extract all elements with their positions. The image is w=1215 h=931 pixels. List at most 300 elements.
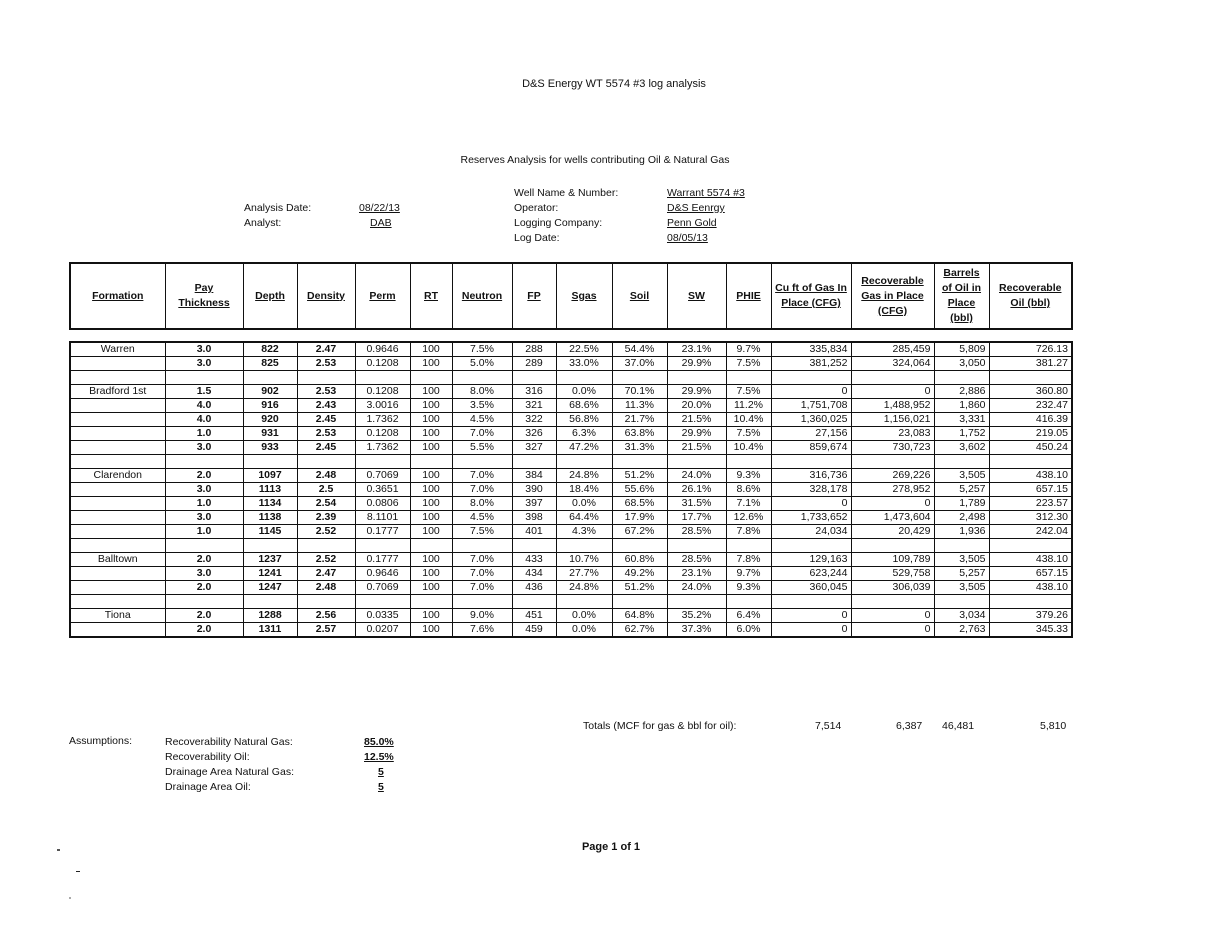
table-cell: 7.5% <box>726 385 771 399</box>
table-cell <box>851 595 934 609</box>
table-cell: 0.3651 <box>355 483 410 497</box>
col-soil: Soil <box>612 263 667 329</box>
table-cell: 10.7% <box>556 553 612 567</box>
log-date-value: 08/05/13 <box>667 232 708 244</box>
table-cell: 7.0% <box>452 483 512 497</box>
table-cell: 360,045 <box>771 581 851 595</box>
table-cell: 5.5% <box>452 441 512 455</box>
column-header-table <box>69 262 1073 330</box>
table-cell: 335,834 <box>771 342 851 357</box>
table-cell: 7.0% <box>452 469 512 483</box>
table-cell <box>297 595 355 609</box>
table-cell: 17.9% <box>612 511 667 525</box>
table-cell: 7.0% <box>452 427 512 441</box>
table-cell: 3.0016 <box>355 399 410 413</box>
table-cell: 24.0% <box>667 469 726 483</box>
formation-cell: Bradford 1st <box>70 385 165 399</box>
table-cell: 316 <box>512 385 556 399</box>
table-cell: 2,886 <box>934 385 989 399</box>
table-cell: 438.10 <box>989 469 1072 483</box>
table-cell: 3,505 <box>934 469 989 483</box>
table-cell: 223.57 <box>989 497 1072 511</box>
table-cell: 2.0 <box>165 609 243 623</box>
table-cell <box>243 371 297 385</box>
table-cell: 3.0 <box>165 483 243 497</box>
formation-cell <box>70 455 165 469</box>
table-cell: 8.6% <box>726 483 771 497</box>
table-cell: 100 <box>410 567 452 581</box>
table-cell: 7.5% <box>726 357 771 371</box>
table-cell: 1,789 <box>934 497 989 511</box>
assumption-label: Recoverability Oil: <box>165 751 250 763</box>
table-cell: 438.10 <box>989 553 1072 567</box>
table-cell <box>934 595 989 609</box>
table-cell <box>667 371 726 385</box>
table-cell: 433 <box>512 553 556 567</box>
table-cell: 825 <box>243 357 297 371</box>
table-cell <box>452 371 512 385</box>
table-cell: 324,064 <box>851 357 934 371</box>
table-cell <box>165 455 243 469</box>
table-cell: 7.8% <box>726 553 771 567</box>
table-cell: 0 <box>771 609 851 623</box>
header-row <box>70 263 1072 329</box>
table-cell: 459 <box>512 623 556 638</box>
table-cell: 232.47 <box>989 399 1072 413</box>
table-cell: 0.9646 <box>355 567 410 581</box>
col-neutron: Neutron <box>452 263 512 329</box>
col-density: Density <box>297 263 355 329</box>
assumptions-heading: Assumptions: <box>69 735 133 747</box>
table-cell: 7.8% <box>726 525 771 539</box>
table-cell: 5,809 <box>934 342 989 357</box>
table-cell: 1138 <box>243 511 297 525</box>
table-cell: 1,156,021 <box>851 413 934 427</box>
table-cell: 8.0% <box>452 497 512 511</box>
table-cell <box>771 595 851 609</box>
assumption-label: Drainage Area Oil: <box>165 781 251 793</box>
table-row <box>70 623 1072 638</box>
table-cell: 22.5% <box>556 342 612 357</box>
table-cell: 450.24 <box>989 441 1072 455</box>
table-cell: 730,723 <box>851 441 934 455</box>
table-cell: 100 <box>410 385 452 399</box>
document-subtitle: Reserves Analysis for wells contributing Oil & Natural Gas <box>460 154 730 166</box>
table-cell: 21.5% <box>667 441 726 455</box>
table-cell: 312.30 <box>989 511 1072 525</box>
table-cell: 9.3% <box>726 469 771 483</box>
table-cell: 345.33 <box>989 623 1072 638</box>
table-cell: 7.0% <box>452 553 512 567</box>
table-cell: 3.0 <box>165 357 243 371</box>
analyst-value: DAB <box>370 217 392 229</box>
totals-label: Totals (MCF for gas & bbl for oil): <box>583 720 737 732</box>
table-cell: 100 <box>410 553 452 567</box>
table-cell: 1134 <box>243 497 297 511</box>
table-cell: 2.47 <box>297 342 355 357</box>
table-cell: 379.26 <box>989 609 1072 623</box>
table-cell <box>989 539 1072 553</box>
table-cell: 0.0% <box>556 609 612 623</box>
table-cell: 1113 <box>243 483 297 497</box>
table-cell <box>355 539 410 553</box>
table-cell <box>612 539 667 553</box>
table-cell: 28.5% <box>667 525 726 539</box>
table-cell <box>851 539 934 553</box>
table-cell: 23,083 <box>851 427 934 441</box>
table-cell: 27,156 <box>771 427 851 441</box>
table-cell: 4.5% <box>452 413 512 427</box>
formation-cell <box>70 413 165 427</box>
table-cell <box>851 455 934 469</box>
table-cell: 1097 <box>243 469 297 483</box>
table-row <box>70 497 1072 511</box>
table-cell: 9.0% <box>452 609 512 623</box>
formation-cell <box>70 497 165 511</box>
table-row <box>70 413 1072 427</box>
table-cell <box>165 371 243 385</box>
table-cell: 70.1% <box>612 385 667 399</box>
formation-cell: Warren <box>70 342 165 357</box>
table-cell <box>165 595 243 609</box>
table-cell: 100 <box>410 623 452 638</box>
table-cell: 1,488,952 <box>851 399 934 413</box>
table-cell: 1,936 <box>934 525 989 539</box>
table-cell: 23.1% <box>667 567 726 581</box>
table-cell: 100 <box>410 511 452 525</box>
spacer-row <box>70 371 1072 385</box>
table-cell <box>556 455 612 469</box>
table-row <box>70 441 1072 455</box>
table-cell: 2.5 <box>297 483 355 497</box>
table-cell: 37.0% <box>612 357 667 371</box>
table-cell: 3,331 <box>934 413 989 427</box>
well-name-label: Well Name & Number: <box>514 187 619 199</box>
table-cell: 0.1208 <box>355 427 410 441</box>
table-cell <box>934 371 989 385</box>
operator-value: D&S Eenrgy <box>667 202 725 214</box>
col-formation: Formation <box>70 263 165 329</box>
table-cell: 2.47 <box>297 567 355 581</box>
table-cell: 0.1208 <box>355 357 410 371</box>
formation-cell <box>70 483 165 497</box>
table-cell: 2,763 <box>934 623 989 638</box>
table-row <box>70 483 1072 497</box>
formation-cell <box>70 441 165 455</box>
table-cell: 100 <box>410 413 452 427</box>
table-cell: 100 <box>410 399 452 413</box>
table-cell: 29.9% <box>667 357 726 371</box>
table-cell: 0.1777 <box>355 553 410 567</box>
table-cell: 657.15 <box>989 483 1072 497</box>
table-cell: 24.8% <box>556 581 612 595</box>
table-cell: 0.0335 <box>355 609 410 623</box>
table-cell <box>612 455 667 469</box>
table-cell <box>771 539 851 553</box>
assumption-label: Drainage Area Natural Gas: <box>165 766 294 778</box>
table-cell: 9.7% <box>726 567 771 581</box>
logging-company-value: Penn Gold <box>667 217 717 229</box>
total-oil-in-place: 46,481 <box>942 720 975 732</box>
table-cell: 657.15 <box>989 567 1072 581</box>
table-cell: 3.0 <box>165 342 243 357</box>
table-cell: 100 <box>410 497 452 511</box>
col-rt: RT <box>410 263 452 329</box>
table-cell: 2.48 <box>297 469 355 483</box>
table-cell <box>667 455 726 469</box>
table-cell: 5,257 <box>934 483 989 497</box>
table-cell: 2.0 <box>165 469 243 483</box>
table-cell: 24.8% <box>556 469 612 483</box>
table-row <box>70 469 1072 483</box>
table-row <box>70 567 1072 581</box>
table-cell: 2.54 <box>297 497 355 511</box>
table-cell: 1.0 <box>165 427 243 441</box>
formation-cell <box>70 595 165 609</box>
table-cell: 18.4% <box>556 483 612 497</box>
table-cell: 0 <box>851 385 934 399</box>
total-recoverable-oil: 5,810 <box>1040 720 1067 732</box>
table-cell: 67.2% <box>612 525 667 539</box>
table-cell: 68.5% <box>612 497 667 511</box>
table-cell <box>410 455 452 469</box>
table-cell <box>410 595 452 609</box>
table-cell: 8.1101 <box>355 511 410 525</box>
table-cell: 2.45 <box>297 413 355 427</box>
table-cell: 10.4% <box>726 413 771 427</box>
table-cell: 902 <box>243 385 297 399</box>
table-cell: 1.5 <box>165 385 243 399</box>
table-cell: 2,498 <box>934 511 989 525</box>
assumption-value: 85.0% <box>364 736 394 748</box>
table-cell: 2.43 <box>297 399 355 413</box>
table-cell: 100 <box>410 441 452 455</box>
table-cell: 4.0 <box>165 413 243 427</box>
table-cell: 529,758 <box>851 567 934 581</box>
spacer-row <box>70 455 1072 469</box>
formation-cell: Tiona <box>70 609 165 623</box>
table-row <box>70 399 1072 413</box>
table-cell: 33.0% <box>556 357 612 371</box>
table-cell: 0 <box>851 623 934 638</box>
table-cell: 51.2% <box>612 469 667 483</box>
table-cell: 28.5% <box>667 553 726 567</box>
col-fp: FP <box>512 263 556 329</box>
table-cell: 7.5% <box>726 427 771 441</box>
table-cell: 0.1208 <box>355 385 410 399</box>
table-cell <box>243 595 297 609</box>
table-cell: 381,252 <box>771 357 851 371</box>
analysis-date-label: Analysis Date: <box>244 202 312 214</box>
table-cell: 1,860 <box>934 399 989 413</box>
spacer-row <box>70 595 1072 609</box>
table-cell <box>410 371 452 385</box>
table-cell <box>771 371 851 385</box>
table-cell: 321 <box>512 399 556 413</box>
table-row <box>70 511 1072 525</box>
total-gas-in-place: 7,514 <box>815 720 842 732</box>
table-cell: 5,257 <box>934 567 989 581</box>
table-cell: 29.9% <box>667 385 726 399</box>
table-cell: 306,039 <box>851 581 934 595</box>
table-cell <box>512 539 556 553</box>
table-cell: 1,473,604 <box>851 511 934 525</box>
table-cell: 1.0 <box>165 525 243 539</box>
total-recoverable-gas: 6,387 <box>896 720 923 732</box>
table-cell: 326 <box>512 427 556 441</box>
table-cell: 2.52 <box>297 525 355 539</box>
table-cell: 5.0% <box>452 357 512 371</box>
table-cell: 0 <box>851 609 934 623</box>
table-cell: 3.0 <box>165 441 243 455</box>
table-cell: 2.57 <box>297 623 355 638</box>
table-cell: 4.0 <box>165 399 243 413</box>
table-cell: 0.0% <box>556 497 612 511</box>
table-cell: 63.8% <box>612 427 667 441</box>
scan-speck <box>57 849 60 851</box>
table-cell: 278,952 <box>851 483 934 497</box>
table-cell: 360.80 <box>989 385 1072 399</box>
table-cell: 21.5% <box>667 413 726 427</box>
table-cell: 1311 <box>243 623 297 638</box>
table-cell: 726.13 <box>989 342 1072 357</box>
table-cell <box>726 539 771 553</box>
table-cell: 4.5% <box>452 511 512 525</box>
table-cell: 21.7% <box>612 413 667 427</box>
col-recoverable-gas: Recoverable Gas in Place (CFG) <box>851 263 934 329</box>
table-cell <box>612 595 667 609</box>
table-cell <box>989 595 1072 609</box>
table-cell: 3,034 <box>934 609 989 623</box>
formation-cell <box>70 371 165 385</box>
formation-cell <box>70 399 165 413</box>
table-cell: 0.0806 <box>355 497 410 511</box>
table-cell: 100 <box>410 342 452 357</box>
table-cell: 1,751,708 <box>771 399 851 413</box>
table-cell: 9.3% <box>726 581 771 595</box>
table-cell: 1288 <box>243 609 297 623</box>
table-cell: 100 <box>410 469 452 483</box>
table-cell: 68.6% <box>556 399 612 413</box>
table-cell: 24,034 <box>771 525 851 539</box>
table-cell: 56.8% <box>556 413 612 427</box>
table-cell: 20.0% <box>667 399 726 413</box>
table-cell: 20,429 <box>851 525 934 539</box>
col-pay-thickness: Pay Thickness <box>165 263 243 329</box>
scan-speck <box>69 897 71 899</box>
formation-cell <box>70 623 165 638</box>
table-cell <box>556 371 612 385</box>
formation-cell: Balltown <box>70 553 165 567</box>
table-row <box>70 427 1072 441</box>
formation-cell: Clarendon <box>70 469 165 483</box>
table-cell: 9.7% <box>726 342 771 357</box>
table-cell <box>989 371 1072 385</box>
spacer-row <box>70 539 1072 553</box>
assumption-value: 12.5% <box>364 751 394 763</box>
table-cell: 1247 <box>243 581 297 595</box>
table-cell: 0.0% <box>556 385 612 399</box>
table-cell <box>556 539 612 553</box>
table-cell <box>355 455 410 469</box>
table-cell <box>355 595 410 609</box>
table-cell: 2.53 <box>297 427 355 441</box>
col-sgas: Sgas <box>556 263 612 329</box>
formation-cell <box>70 511 165 525</box>
table-cell: 920 <box>243 413 297 427</box>
table-cell: 29.9% <box>667 427 726 441</box>
table-cell: 2.39 <box>297 511 355 525</box>
table-cell: 1.0 <box>165 497 243 511</box>
table-cell: 7.6% <box>452 623 512 638</box>
table-cell: 269,226 <box>851 469 934 483</box>
table-cell: 1,733,652 <box>771 511 851 525</box>
table-cell: 26.1% <box>667 483 726 497</box>
table-cell: 219.05 <box>989 427 1072 441</box>
table-cell: 328,178 <box>771 483 851 497</box>
table-cell: 1,360,025 <box>771 413 851 427</box>
table-cell: 2.53 <box>297 385 355 399</box>
table-cell: 2.56 <box>297 609 355 623</box>
table-cell: 47.2% <box>556 441 612 455</box>
table-cell: 100 <box>410 609 452 623</box>
table-cell: 0 <box>771 623 851 638</box>
table-cell: 401 <box>512 525 556 539</box>
table-cell: 23.1% <box>667 342 726 357</box>
table-cell: 7.5% <box>452 525 512 539</box>
table-cell: 316,736 <box>771 469 851 483</box>
table-cell <box>512 455 556 469</box>
table-cell: 1.7362 <box>355 413 410 427</box>
table-cell: 933 <box>243 441 297 455</box>
table-row <box>70 525 1072 539</box>
table-cell <box>934 455 989 469</box>
table-cell <box>452 539 512 553</box>
table-cell: 0 <box>851 497 934 511</box>
table-cell: 451 <box>512 609 556 623</box>
table-row <box>70 609 1072 623</box>
table-cell: 55.6% <box>612 483 667 497</box>
table-cell <box>452 595 512 609</box>
table-cell: 1241 <box>243 567 297 581</box>
table-cell <box>297 539 355 553</box>
table-cell: 62.7% <box>612 623 667 638</box>
table-cell: 64.8% <box>612 609 667 623</box>
table-cell: 398 <box>512 511 556 525</box>
table-cell: 17.7% <box>667 511 726 525</box>
document-title: D&S Energy WT 5574 #3 log analysis <box>522 78 706 90</box>
table-cell: 3.0 <box>165 511 243 525</box>
table-cell: 0 <box>771 497 851 511</box>
table-cell <box>165 539 243 553</box>
table-cell: 1145 <box>243 525 297 539</box>
table-cell: 438.10 <box>989 581 1072 595</box>
table-cell: 285,459 <box>851 342 934 357</box>
assumption-label: Recoverability Natural Gas: <box>165 736 293 748</box>
table-cell: 1.7362 <box>355 441 410 455</box>
table-cell: 7.0% <box>452 581 512 595</box>
table-cell <box>851 371 934 385</box>
formation-cell <box>70 357 165 371</box>
table-cell: 397 <box>512 497 556 511</box>
log-date-label: Log Date: <box>514 232 560 244</box>
page-number: Page 1 of 1 <box>581 841 641 853</box>
col-depth: Depth <box>243 263 297 329</box>
table-cell: 100 <box>410 581 452 595</box>
table-cell: 322 <box>512 413 556 427</box>
col-recoverable-oil: Recoverable Oil (bbl) <box>989 263 1072 329</box>
table-cell: 24.0% <box>667 581 726 595</box>
